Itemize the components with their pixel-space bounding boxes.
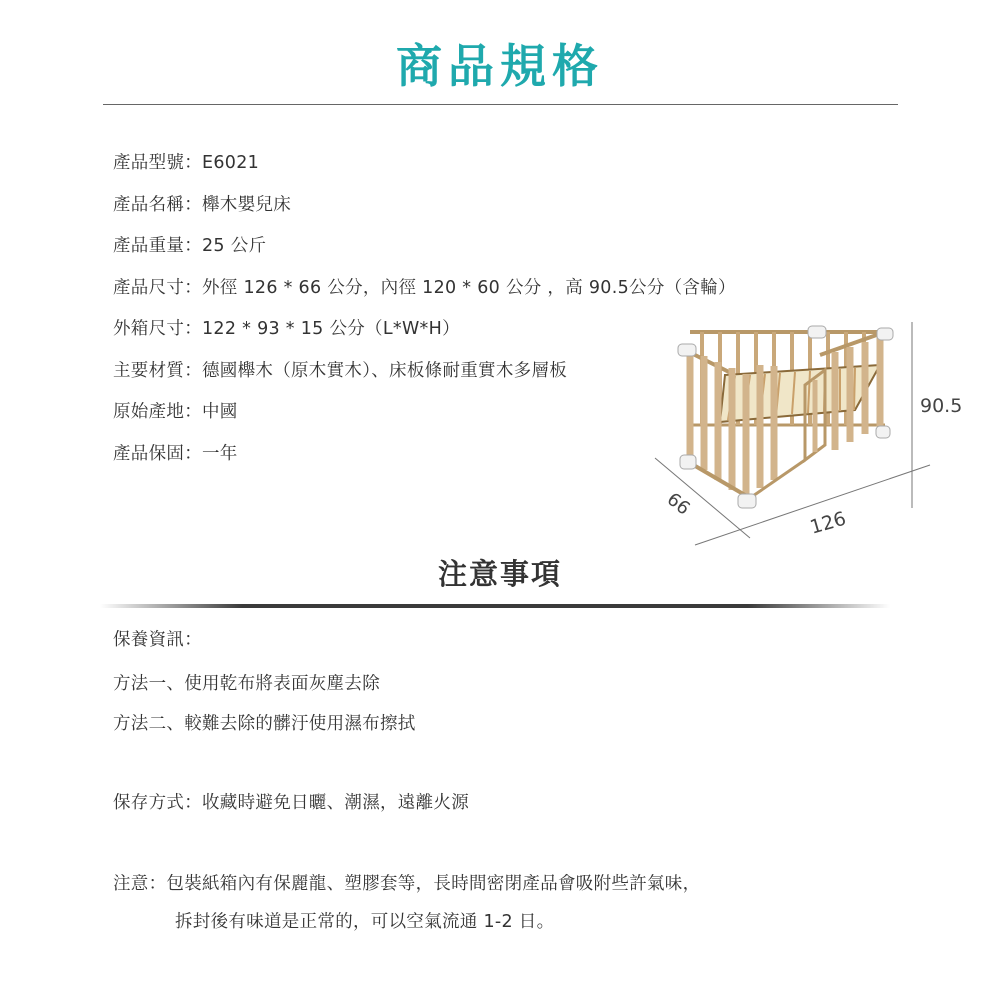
depth-label: 66 (662, 488, 694, 520)
storage-note: 保存方式：收藏時避免日曬、潮濕，遠離火源 (113, 793, 469, 813)
spec-box-size: 外箱尺寸：122 * 93 * 15 公分（L*W*H） (113, 319, 460, 339)
spec-weight: 產品重量：25 公斤 (113, 236, 267, 256)
crib-diagram (640, 310, 970, 550)
spec-model: 產品型號：E6021 (113, 153, 260, 173)
care-heading: 保養資訊： (113, 630, 202, 650)
title-divider (103, 104, 898, 105)
spec-name: 產品名稱：櫸木嬰兒床 (113, 194, 291, 215)
spec-origin: 原始產地：中國 (113, 402, 238, 422)
width-label: 126 (807, 507, 849, 539)
spec-title: 商品規格 (396, 39, 604, 93)
care-method-2: 方法二、較難去除的髒汙使用濕布擦拭 (113, 714, 416, 734)
care-method-1: 方法一、使用乾布將表面灰塵去除 (113, 674, 380, 694)
height-label: 90.5 (920, 395, 963, 417)
caution-line-1: 注意：包裝紙箱內有保麗龍、塑膠套等，長時間密閉產品會吸附些許氣味， (113, 874, 701, 894)
spec-material: 主要材質：德國櫸木（原木實木）、床板條耐重實木多層板 (113, 360, 568, 381)
spec-dimensions: 產品尺寸：外徑 126 * 66 公分，內徑 120 * 60 公分 ，高 90.5公分（含輪） (113, 277, 736, 298)
notice-divider (100, 604, 890, 608)
spec-warranty: 產品保固：一年 (113, 443, 238, 464)
notice-title: 注意事項 (437, 557, 562, 591)
caution-line-2: 拆封後有味道是正常的，可以空氣流通 1-2 日。 (175, 912, 555, 932)
